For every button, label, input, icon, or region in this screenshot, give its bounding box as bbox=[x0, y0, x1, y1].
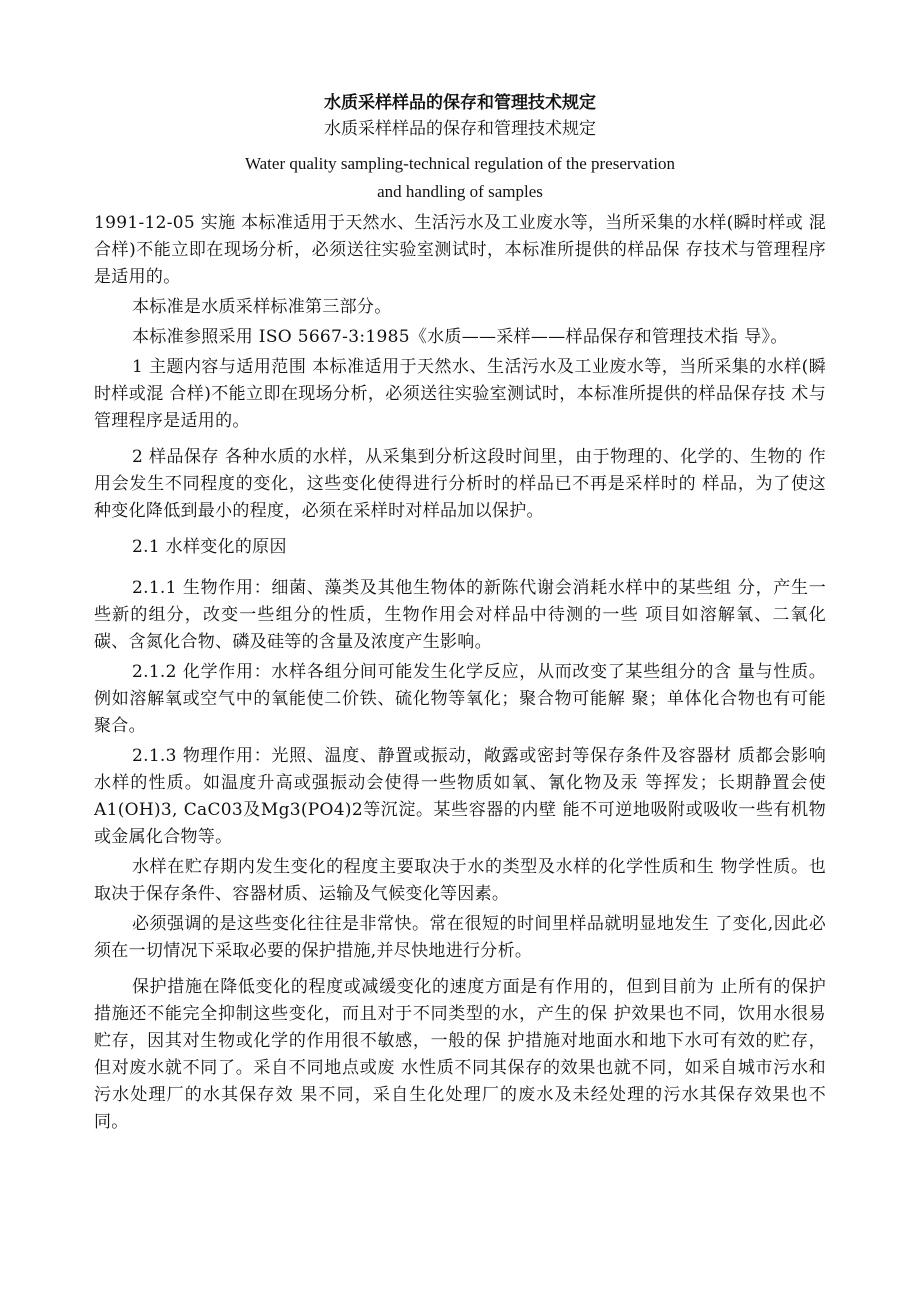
paragraph-protective-measures: 保护措施在降低变化的程度或减缓变化的速度方面是有作用的，但到目前为 止所有的保护措施还不能完全抑制这些变化，而且对于不同类型的水，产生的保 护效果也不同，饮用水很易贮存，因其对生物或化学的作用很不敏感，一般的保 护措施对地面水和地下水可有效的贮存，但对废水就不同了。采自不同地点或废 水性质不同其保存的效果也就不同，如采自城市污水和污水处理厂的水其保存效 果不同，采自生化处理厂的废水及未经处理的污水其保存效果也不同。 bbox=[94, 977, 826, 1132]
english-title bbox=[0, 150, 920, 206]
paragraph-storage-change: 水样在贮存期内发生变化的程度主要取决于水的类型及水样的化学性质和生 物学性质。也取决于保存条件、容器材质、运输及气候变化等因素。 bbox=[94, 857, 826, 904]
english-title-line-1: Water quality sampling-technical regulation of the preservation bbox=[244, 154, 676, 173]
paragraph-iso-reference: 本标准参照采用 ISO 5667-3:1985《水质——采样——样品保存和管理技术指 导》。 bbox=[132, 327, 788, 347]
english-title-line-2: and handling of samples bbox=[377, 182, 543, 201]
paragraph-biological-action: 2.1.1 生物作用：细菌、藻类及其他生物体的新陈代谢会消耗水样中的某些组 分，产生一些新的组分，改变一些组分的性质，生物作用会对样品中待测的一些 项目如溶解氧、二氧化碳、含氮化合物、磷及硅等的含量及浓度产生影响。 bbox=[94, 578, 826, 652]
paragraph-emphasis: 必须强调的是这些变化往往是非常快。常在很短的时间里样品就明显地发生 了变化,因此必须在一切情况下采取必要的保护措施,并尽快地进行分析。 bbox=[94, 914, 826, 961]
paragraph-part-three: 本标准是水质采样标准第三部分。 bbox=[132, 297, 392, 317]
section-heading-2-1: 2.1 水样变化的原因 bbox=[132, 537, 287, 557]
document-subtitle: 水质采样样品的保存和管理技术规定 bbox=[324, 119, 596, 139]
document-body bbox=[94, 210, 826, 1136]
paragraph-scope: 1 主题内容与适用范围 本标准适用于天然水、生活污水及工业废水等，当所采集的水样(瞬时样或混 合样)不能立即在现场分析，必须送往实验室测试时，本标准所提供的样品保存技 术与管理程序是适用的。 bbox=[94, 357, 826, 431]
paragraph-physical-action: 2.1.3 物理作用：光照、温度、静置或振动，敞露或密封等保存条件及容器材 质都会影响水样的性质。如温度升高或强振动会使得一些物质如氧、氰化物及汞 等挥发；长期静置会使A1(OH)3, CaC03及Mg3(PO4)2等沉淀。某些容器的内壁 能不可逆地吸附或吸收一些有机物或金属化合物等。 bbox=[94, 746, 826, 847]
paragraph-intro: 1991-12-05 实施 本标准适用于天然水、生活污水及工业废水等，当所采集的水样(瞬时样或 混合样)不能立即在现场分析，必须送往实验室测试时，本标准所提供的样品保 存技术与管理程序是适用的。 bbox=[94, 213, 826, 287]
paragraph-sample-preservation: 2 样品保存 各种水质的水样，从采集到分析这段时间里，由于物理的、化学的、生物的 作用会发生不同程度的变化，这些变化使得进行分析时的样品已不再是采样时的 样品，为了使这种变化降低到最小的程度，必须在采样时对样品加以保护。 bbox=[94, 447, 826, 521]
document-title: 水质采样样品的保存和管理技术规定 bbox=[324, 93, 596, 113]
paragraph-chemical-action: 2.1.2 化学作用：水样各组分间可能发生化学反应，从而改变了某些组分的含 量与性质。例如溶解氧或空气中的氧能使二价铁、硫化物等氧化；聚合物可能解 聚；单体化合物也有可能聚合。 bbox=[94, 662, 826, 736]
